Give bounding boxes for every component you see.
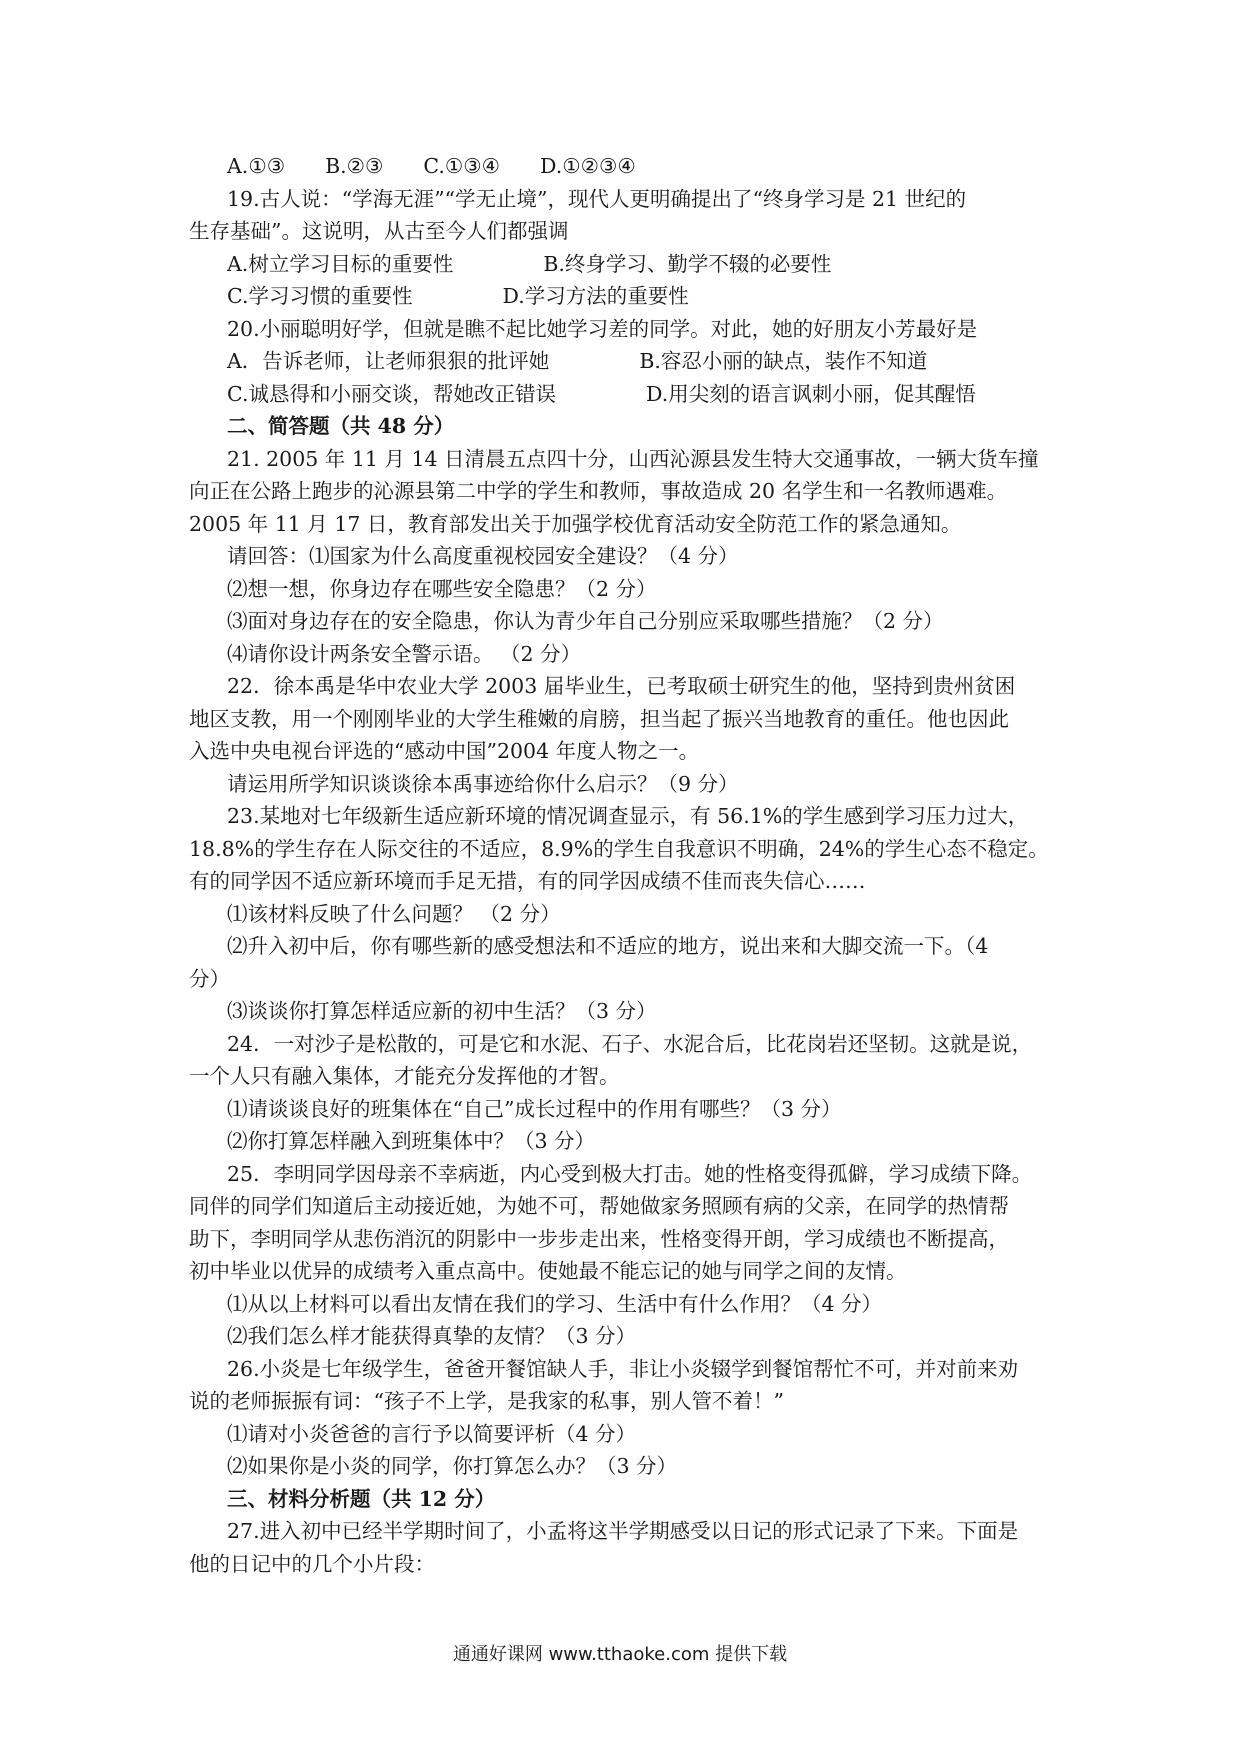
text-line: 19.古人说：“学海无涯”“学无止境”，现代人更明确提出了“终身学习是 21 世纪的 [227,186,967,211]
text-line: 26.小炎是七年级学生，爸爸开餐馆缺人手，非让小炎辍学到餐馆帮忙不可，并对前来劝 [227,1356,1019,1381]
option-line [189,280,1065,313]
option: A．告诉老师，让老师狠狠的批评她 [227,349,550,373]
text-line: 说的老师振振有词：“孩子不上学，是我家的私事，别人管不着！” [189,1389,784,1413]
text-line: 助下，李明同学从悲伤消沉的阴影中一步步走出来，性格变得开朗，学习成绩也不断提高， [189,1226,1009,1251]
text-line: 请回答：⑴国家为什么高度重视校园安全建设？（4 分） [227,544,739,568]
text-line: 有的同学因不适应新环境而手足无措，有的同学因成绩不佳而丧失信心…… [189,869,866,893]
text-line: ⑵想一想，你身边存在哪些安全隐患？（2 分） [227,576,657,601]
section-heading: 二、简答题（共 48 分） [227,414,455,438]
text-line: 23.某地对七年级新生适应新环境的情况调查显示，有 56.1%的学生感到学习压力过大， [227,804,1029,828]
text-line: ⑴从以上材料可以看出友情在我们的学习、生活中有什么作用？（4 分） [227,1291,883,1316]
text-line: ⑶谈谈你打算怎样适应新的初中生活？（3 分） [227,999,657,1023]
text-line: 请运用所学知识谈谈徐本禹事迹给你什么启示？（9 分） [227,771,739,796]
text-line: 27.进入初中已经半学期时间了，小孟将这半学期感受以日记的形式记录了下来。下面是 [227,1519,1019,1543]
text-line: 20.小丽聪明好学，但就是瞧不起比她学习差的同学。对此，她的好朋友小芳最好是 [227,316,978,341]
text-line: 2005 年 11 月 17 日，教育部发出关于加强学校优育活动安全防范工作的紧急通知。 [189,511,962,536]
option: C.学习习惯的重要性 [227,284,413,308]
text-line: 同伴的同学们知道后主动接近她，为她不可，帮她做家务照顾有病的父亲，在同学的热情帮 [189,1194,1009,1218]
text-line: ⑴请对小炎爸爸的言行予以简要评析（4 分） [227,1421,637,1446]
option: D.①②③④ [540,154,636,178]
option: D.学习方法的重要性 [502,284,689,308]
option: C.①③④ [423,154,501,178]
text-line: ⑴请谈谈良好的班集体在“自己”成长过程中的作用有哪些？（3 分） [227,1096,842,1121]
text-line: 一个人只有融入集体，才能充分发挥他的才智。 [189,1064,620,1088]
text-line: ⑵升入初中后，你有哪些新的感受想法和不适应的地方，说出来和大脚交流一下。（4 [227,934,989,958]
text-line: ⑴该材料反映了什么问题？ （2 分） [227,901,561,926]
text-line: ⑶面对身边存在的安全隐患，你认为青少年自己分别应采取哪些措施？（2 分） [227,609,944,633]
text-line: 入选中央电视台评选的“感动中国”2004 年度人物之一。 [189,739,700,763]
option-line [189,248,1065,281]
option: B.容忍小丽的缺点，装作不知道 [639,349,928,373]
option: D.用尖刻的语言讽刺小丽，促其醒悟 [645,381,976,406]
text-line: ⑵如果你是小炎的同学，你打算怎么办？（3 分） [227,1454,678,1478]
page-footer: 通通好课网 www.tthaoke.com 提供下载 [452,1644,788,1665]
text-line: 分） [189,966,230,991]
text-line: 地区支教，用一个刚刚毕业的大学生稚嫩的肩膀，担当起了振兴当地教育的重任。他也因此 [189,706,1009,731]
text-line: 初中毕业以优异的成绩考入重点高中。使她最不能忘记的她与同学之间的友情。 [189,1259,907,1283]
text-line: 24．一对沙子是松散的，可是它和水泥、石子、水泥合后，比花岗岩还坚韧。这就是说， [227,1031,1033,1056]
text-line: ⑷请你设计两条安全警示语。 （2 分） [227,641,582,666]
text-line: ⑵你打算怎样融入到班集体中？（3 分） [227,1129,596,1153]
option: C.诚恳得和小丽交谈，帮她改正错误 [227,381,556,406]
text-line: 向正在公路上跑步的沁源县第二中学的学生和教师，事故造成 20 名学生和一名教师遇难。 [189,479,1008,503]
text-line: 22．徐本禹是华中农业大学 2003 届毕业生，已考取硕士研究生的他，坚持到贵州贫困 [227,674,1016,698]
text-line: 21. 2005 年 11 月 14 日清晨五点四十分，山西沁源县发生特大交通事故，一辆大货车撞 [227,446,1039,471]
text-line: ⑵我们怎么样才能获得真挚的友情？（3 分） [227,1324,637,1348]
text-line: 18.8%的学生存在人际交往的不适应，8.9%的学生自我意识不明确，24%的学生心态不稳定。 [189,836,1049,861]
option: B.②③ [325,154,384,178]
option: B.终身学习、勤学不辍的必要性 [543,251,832,276]
option-line [189,345,1065,378]
exam-page-body [189,150,1065,1580]
section-heading: 三、材料分析题（共 12 分） [227,1486,496,1511]
option-line [189,378,1065,411]
text-line: 他的日记中的几个小片段： [189,1551,435,1576]
text-line: 25．李明同学因母亲不幸病逝，内心受到极大打击。她的性格变得孤僻，学习成绩下降。 [227,1161,1033,1186]
option: A.树立学习目标的重要性 [227,251,454,276]
text-line: 生存基础”。这说明，从古至今人们都强调 [189,219,569,243]
option-line [189,150,1065,183]
option: A.①③ [227,154,286,178]
